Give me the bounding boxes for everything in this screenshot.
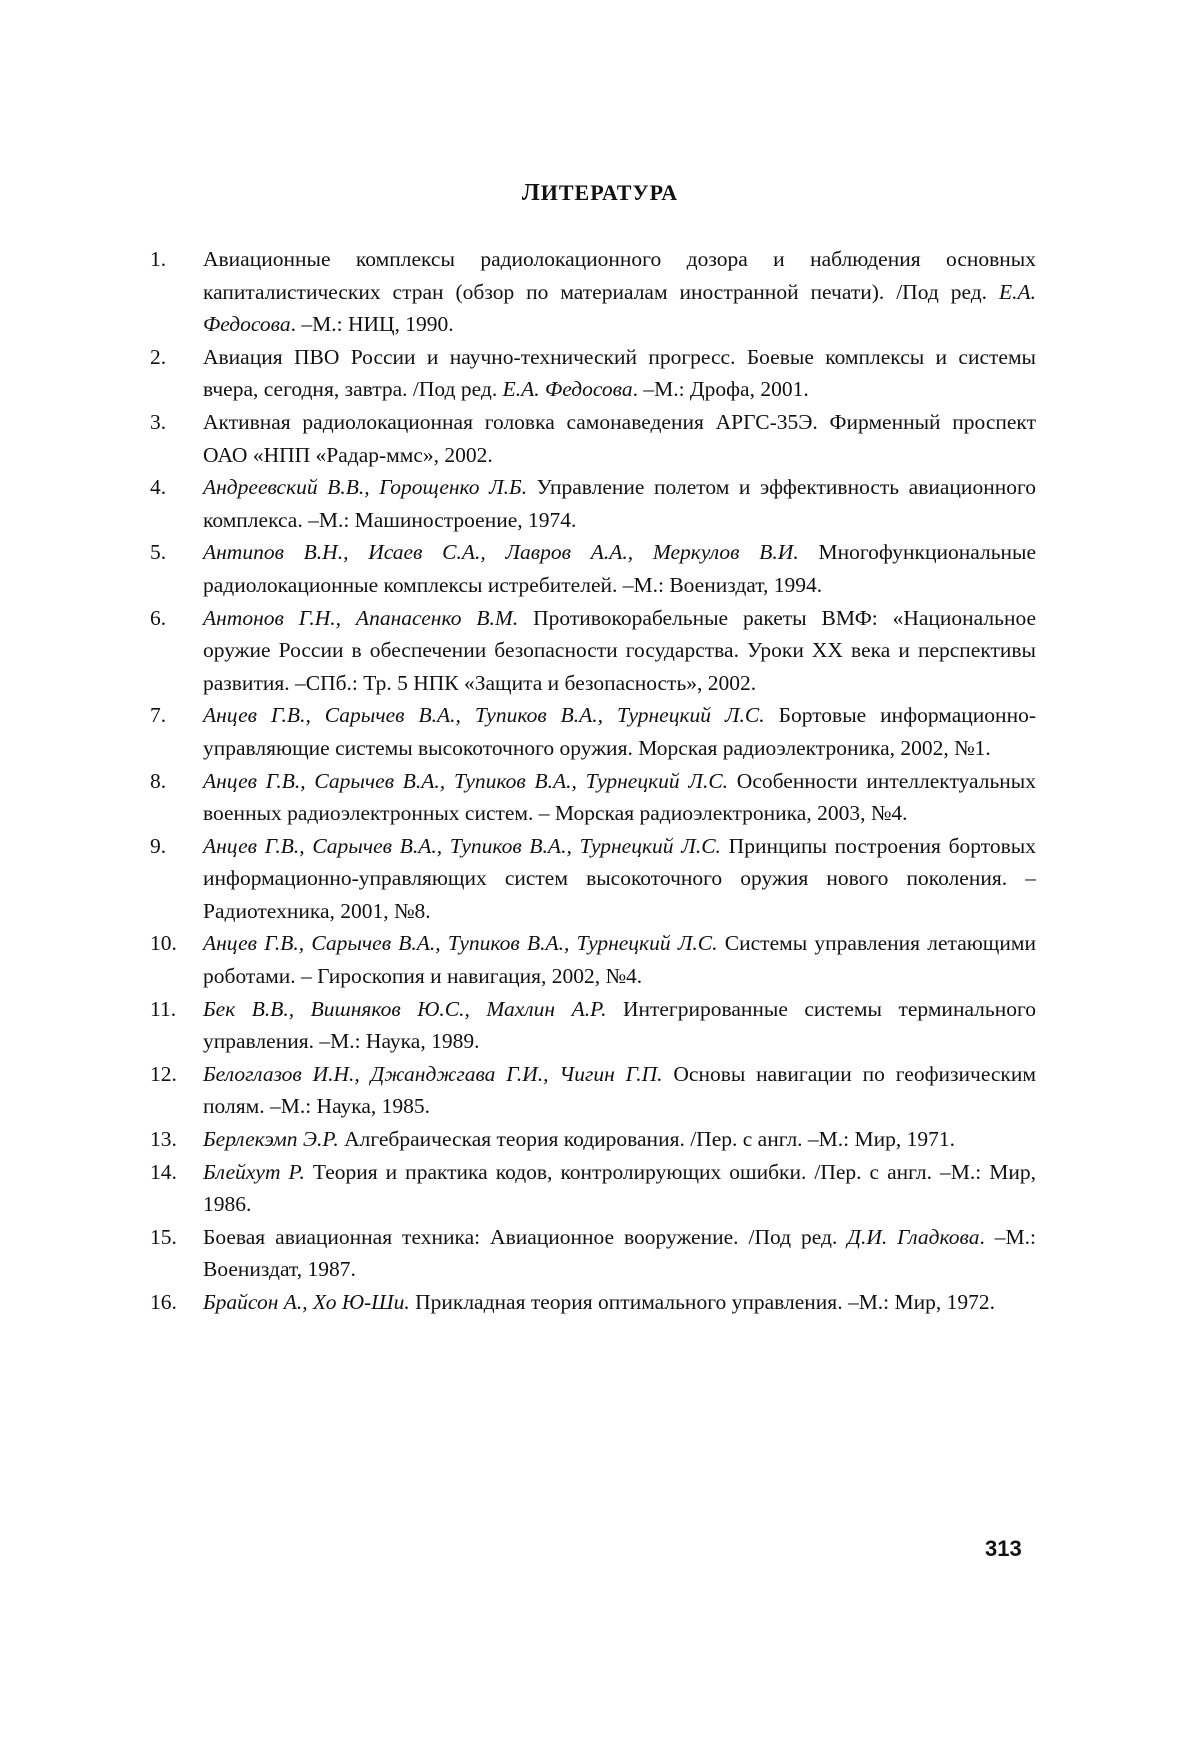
reference-item xyxy=(150,243,1036,341)
reference-editor: Е.А. Федосова xyxy=(203,279,1036,337)
reference-number: 2. xyxy=(150,344,167,369)
reference-text: Бортовые информационно-управляющие системы высокоточного оружия. Морская радиоэлектроника, 2002, №1. xyxy=(203,703,1036,760)
reference-item xyxy=(150,993,1036,1058)
reference-authors: Анцев Г.В., Сарычев В.А., Тупиков В.А., Турнецкий Л.С. xyxy=(203,768,729,793)
reference-item xyxy=(150,471,1036,536)
reference-text: Особенности интеллектуальных военных радиоэлектронных систем. – Морская радиоэлектроника, 2003, №4. xyxy=(203,768,1036,826)
reference-authors: Бек В.В., Вишняков Ю.С., Махлин А.Р. xyxy=(203,996,607,1021)
reference-text: Авиационные комплексы радиолокационного дозора и наблюдения основных капиталистических стран (обзор по материалам иностранной печати). /Под ред. xyxy=(203,247,1036,304)
reference-item xyxy=(150,1123,1036,1156)
reference-authors: Анцев Г.В., Сарычев В.А., Тупиков В.А., Турнецкий Л.С. xyxy=(203,931,718,956)
reference-item xyxy=(150,765,1036,830)
reference-number: 6. xyxy=(150,605,167,630)
reference-text: Управление полетом и эффективность авиационного комплекса. –М.: Машиностроение, 1974. xyxy=(203,475,1036,532)
reference-number: 11. xyxy=(150,996,177,1021)
reference-number: 15. xyxy=(150,1224,177,1249)
reference-item xyxy=(150,1221,1036,1286)
reference-text: Авиация ПВО России и научно-технический прогресс. Боевые комплексы и системы вчера, сегодня, завтра. /Под ред. xyxy=(203,344,1036,402)
page-title: ЛИТЕРАТУРА xyxy=(521,180,679,206)
reference-text: Теория и практика кодов, контролирующих ошибки. /Пер. с англ. –М.: Мир, 1986. xyxy=(203,1159,1036,1217)
reference-text: Боевая авиационная техника: Авиационное вооружение. /Под ред. xyxy=(203,1224,848,1249)
reference-number: 7. xyxy=(150,703,167,728)
reference-number: 1. xyxy=(150,247,167,271)
reference-authors: Берлекэмп Э.Р. xyxy=(203,1127,339,1152)
page-number: 313 xyxy=(985,1536,1022,1561)
reference-text: Многофункциональные радиолокационные комплексы истребителей. –М.: Воениздат, 1994. xyxy=(203,540,1036,597)
reference-authors: Андреевский В.В., Горощенко Л.Б. xyxy=(203,475,528,500)
reference-number: 4. xyxy=(150,475,167,500)
reference-item xyxy=(150,699,1036,764)
reference-number: 12. xyxy=(150,1061,177,1086)
reference-item xyxy=(150,406,1036,471)
reference-tail: . –М.: НИЦ, 1990. xyxy=(290,312,454,337)
reference-number: 8. xyxy=(150,768,167,793)
reference-number: 16. xyxy=(150,1290,177,1314)
reference-authors: Анцев Г.В., Сарычев В.А., Тупиков В.А., Турнецкий Л.С. xyxy=(203,703,765,728)
reference-authors: Брайсон А., Хо Ю-Ши. xyxy=(203,1290,410,1314)
reference-number: 5. xyxy=(150,540,167,565)
reference-editor: Д.И. Гладкова xyxy=(847,1224,980,1249)
reference-authors: Белоглазов И.Н., Джанджгава Г.И., Чигин Г.П. xyxy=(203,1061,663,1086)
reference-text: Прикладная теория оптимального управления. –М.: Мир, 1972. xyxy=(409,1290,996,1314)
reference-authors: Анцев Г.В., Сарычев В.А., Тупиков В.А., Турнецкий Л.С. xyxy=(203,833,721,858)
reference-text: Алгебраическая теория кодирования. /Пер. с англ. –М.: Мир, 1971. xyxy=(338,1127,956,1152)
reference-item xyxy=(150,341,1036,406)
reference-item xyxy=(150,1058,1036,1123)
reference-list xyxy=(150,243,1036,1319)
reference-text: Системы управления летающими роботами. – Гироскопия и навигация, 2002, №4. xyxy=(203,931,1036,989)
reference-text: Активная радиолокационная головка самонаведения АРГС-35Э. Фирменный проспект ОАО «НПП «Радар-ммс», 2002. xyxy=(203,409,1036,467)
reference-text: Принципы построения бортовых информационно-управляющих систем высокоточного оружия нового поколения. – Радиотехника, 2001, №8. xyxy=(203,833,1036,923)
reference-item xyxy=(150,927,1036,992)
reference-item xyxy=(150,1156,1036,1221)
reference-number: 3. xyxy=(150,409,167,434)
reference-tail: . –М.: Дрофа, 2001. xyxy=(632,377,809,402)
reference-text: Противокорабельные ракеты ВМФ: «Национальное оружие России в обеспечении безопасности государства. Уроки XX века и перспективы развития. –СПб.: Тр. 5 НПК «Защита и безопасность», 2002. xyxy=(203,605,1036,695)
reference-authors: Блейхут Р. xyxy=(203,1159,305,1184)
reference-authors: Антонов Г.Н., Апанасенко В.М. xyxy=(203,605,519,630)
reference-number: 13. xyxy=(150,1127,177,1152)
reference-item xyxy=(150,1286,1036,1319)
reference-number: 14. xyxy=(150,1159,177,1184)
reference-editor: Е.А. Федосова xyxy=(502,377,633,402)
reference-number: 9. xyxy=(150,833,167,858)
reference-text: Интегрированные системы терминального управления. –М.: Наука, 1989. xyxy=(203,996,1037,1054)
reference-authors: Антипов В.Н., Исаев С.А., Лавров А.А., Меркулов В.И. xyxy=(203,540,799,565)
reference-text: Основы навигации по геофизическим полям. –М.: Наука, 1985. xyxy=(203,1061,1036,1119)
reference-item xyxy=(150,830,1036,928)
reference-item xyxy=(150,536,1036,601)
reference-number: 10. xyxy=(150,931,177,956)
reference-tail: . –М.: Воениздат, 1987. xyxy=(203,1224,1037,1282)
reference-item xyxy=(150,602,1036,700)
